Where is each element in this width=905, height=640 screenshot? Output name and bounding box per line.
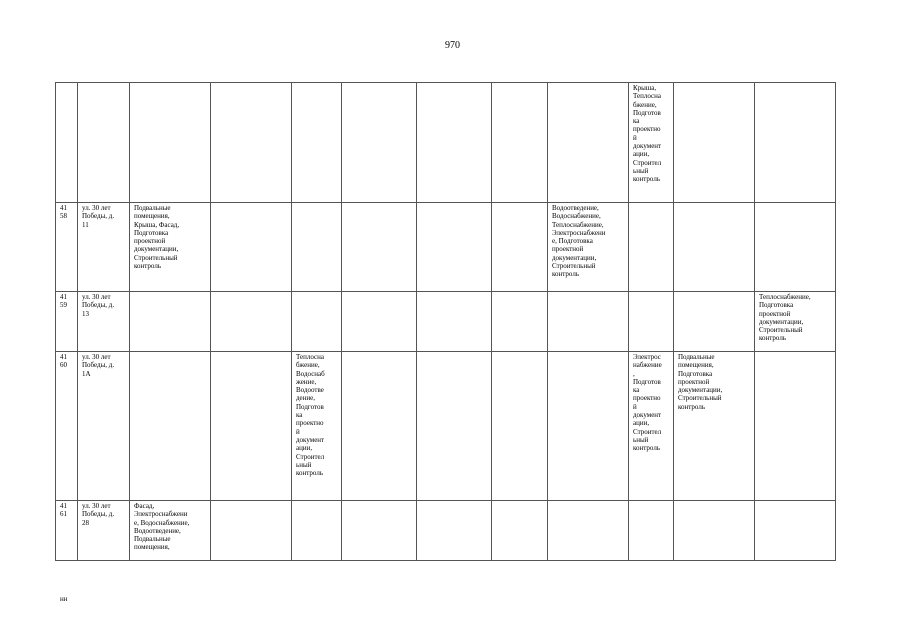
work-cell	[342, 83, 417, 203]
work-cell	[292, 203, 342, 292]
work-cell	[292, 501, 342, 561]
table-row	[56, 83, 836, 203]
work-cell	[548, 501, 629, 561]
work-cell	[755, 352, 836, 501]
work-cell	[130, 83, 211, 203]
work-cell	[629, 501, 674, 561]
address-cell: ул. 30 лет Победы, д. 1А	[78, 352, 130, 501]
work-cell	[492, 292, 548, 352]
work-cell	[342, 203, 417, 292]
work-cell	[342, 352, 417, 501]
work-cell	[211, 501, 292, 561]
address-cell: ул. 30 лет Победы, д. 28	[78, 501, 130, 561]
table-row	[56, 203, 836, 292]
work-cell: Водоотведение, Водоснабжение, Теплоснабжение, Электроснабжени е, Подготовка проектной документации, Строительный контроль	[548, 203, 629, 292]
work-cell	[492, 352, 548, 501]
work-cell	[674, 83, 755, 203]
address-cell: ул. 30 лет Победы, д. 11	[78, 203, 130, 292]
work-cell	[211, 352, 292, 501]
work-cell: Фасад, Электроснабжени е, Водоснабжение, Водоотведение, Подвальные помещения,	[130, 501, 211, 561]
work-cell	[492, 203, 548, 292]
work-cell: Электрос набжение , Подготов ка проектно й документ ации, Строител ьный контроль	[629, 352, 674, 501]
work-cell	[211, 83, 292, 203]
work-cell	[417, 292, 492, 352]
row-number-cell: 41 60	[56, 352, 78, 501]
work-cell: Теплосна бжение, Водоснаб жение, Водоотве дение, Подготов ка проектно й документ ации, Строител ьный контроль	[292, 352, 342, 501]
work-cell: Теплоснабжение, Подготовка проектной документации, Строительный контроль	[755, 292, 836, 352]
work-cell	[211, 203, 292, 292]
work-cell: Крыша, Теплосна бжение, Подготов ка проектно й документ ации, Строител ьный контроль	[629, 83, 674, 203]
footer-mark: нн	[60, 595, 68, 603]
work-cell	[755, 501, 836, 561]
page-number: 970	[445, 40, 460, 51]
work-cell	[674, 203, 755, 292]
address-cell	[78, 83, 130, 203]
work-cell	[755, 203, 836, 292]
work-cell	[130, 292, 211, 352]
table-row	[56, 292, 836, 352]
table-row	[56, 352, 836, 501]
work-cell	[130, 352, 211, 501]
work-cell	[629, 203, 674, 292]
work-cell	[755, 83, 836, 203]
table-row	[56, 501, 836, 561]
work-cell: Подвальные помещения, Подготовка проектной документации, Строительный контроль	[674, 352, 755, 501]
work-cell	[674, 292, 755, 352]
work-cell	[548, 292, 629, 352]
work-cell	[417, 203, 492, 292]
row-number-cell	[56, 83, 78, 203]
work-cell	[548, 352, 629, 501]
work-cell	[292, 292, 342, 352]
work-cell	[211, 292, 292, 352]
work-cell	[548, 83, 629, 203]
row-number-cell: 41 61	[56, 501, 78, 561]
work-cell	[417, 83, 492, 203]
work-cell	[674, 501, 755, 561]
work-cell	[342, 292, 417, 352]
work-cell: Подвальные помещения, Крыша, Фасад, Подготовка проектной документации, Строительный контроль	[130, 203, 211, 292]
work-cell	[629, 292, 674, 352]
row-number-cell: 41 58	[56, 203, 78, 292]
works-table	[55, 82, 836, 561]
work-cell	[492, 501, 548, 561]
address-cell: ул. 30 лет Победы, д. 13	[78, 292, 130, 352]
row-number-cell: 41 59	[56, 292, 78, 352]
work-cell	[417, 352, 492, 501]
work-cell	[342, 501, 417, 561]
work-cell	[417, 501, 492, 561]
work-cell	[292, 83, 342, 203]
work-cell	[492, 83, 548, 203]
